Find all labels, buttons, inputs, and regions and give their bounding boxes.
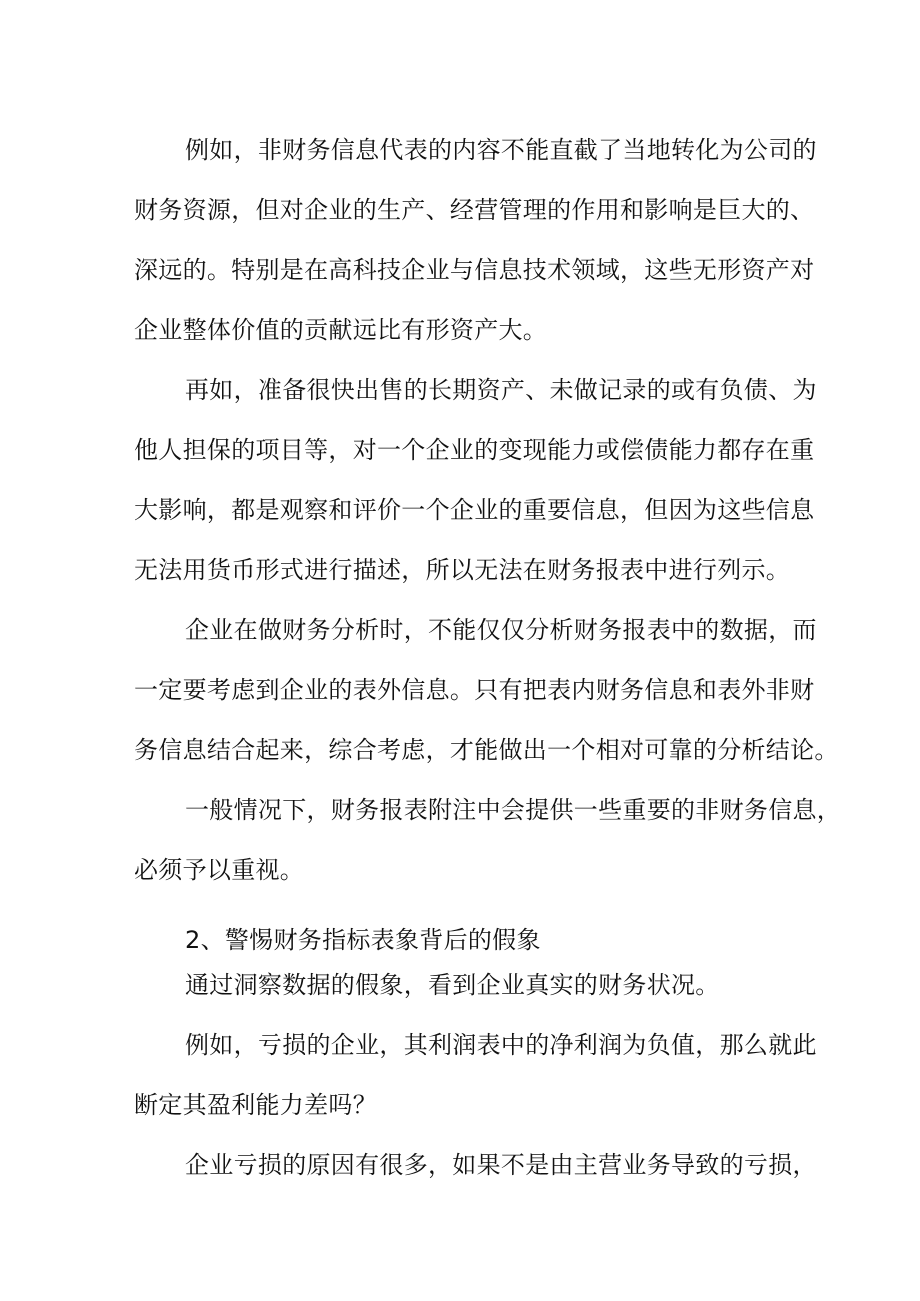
paragraph-2-line-3: 大影响，都是观察和评价一个企业的重要信息，但因为这些信息 (134, 496, 815, 524)
paragraph-1-line-2: 财务资源，但对企业的生产、经营管理的作用和影响是巨大的、 (134, 196, 815, 224)
paragraph-4-line-1: 一般情况下，财务报表附注中会提供一些重要的非财务信息， (185, 796, 842, 824)
paragraph-2-line-2: 他人担保的项目等，对一个企业的变现能力或偿债能力都存在重 (134, 436, 815, 464)
paragraph-4-line-2: 必须予以重视。 (134, 856, 305, 884)
section-heading: 2、警惕财务指标表象背后的假象 (185, 926, 541, 954)
paragraph-3-line-1: 企业在做财务分析时，不能仅仅分析财务报表中的数据，而 (185, 616, 817, 644)
paragraph-5-line-2: 断定其盈利能力差吗？ (134, 1091, 377, 1119)
paragraph-3-line-2: 一定要考虑到企业的表外信息。只有把表内财务信息和表外非财 (134, 676, 815, 704)
paragraph-6-line-1: 企业亏损的原因有很多，如果不是由主营业务导致的亏损， (185, 1151, 817, 1179)
section-intro: 通过洞察数据的假象，看到企业真实的财务状况。 (185, 971, 720, 999)
paragraph-1-line-1: 例如，非财务信息代表的内容不能直截了当地转化为公司的 (185, 136, 817, 164)
paragraph-2-line-1: 再如，准备很快出售的长期资产、未做记录的或有负债、为 (185, 376, 817, 404)
paragraph-2-line-4: 无法用货币形式进行描述，所以无法在财务报表中进行列示。 (134, 556, 791, 584)
paragraph-1-line-4: 企业整体价值的贡献远比有形资产大。 (134, 316, 548, 344)
paragraph-3-line-3: 务信息结合起来，综合考虑，才能做出一个相对可靠的分析结论。 (134, 736, 839, 764)
paragraph-5-line-1: 例如，亏损的企业，其利润表中的净利润为负值，那么就此 (185, 1031, 817, 1059)
paragraph-1-line-3: 深远的。特别是在高科技企业与信息技术领域，这些无形资产对 (134, 256, 815, 284)
